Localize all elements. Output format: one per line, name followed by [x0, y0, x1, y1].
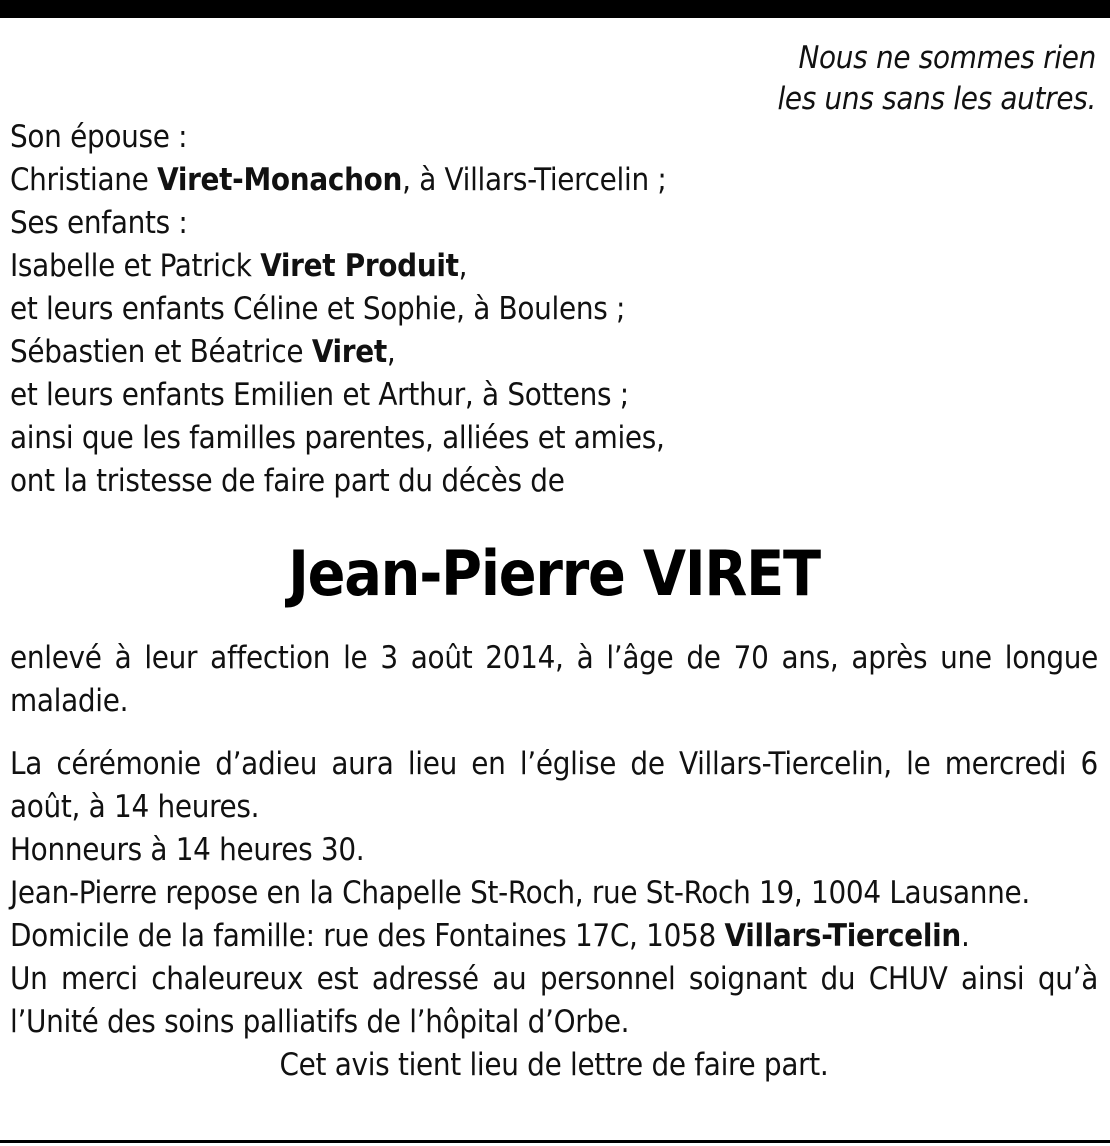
spouse-surname: Viret-Monachon [157, 162, 403, 198]
child-1-surname: Viret Produit [260, 248, 459, 284]
child-2-line [10, 331, 1098, 374]
closing-line: Cet avis tient lieu de lettre de faire part. [279, 1047, 829, 1083]
child-2-comma: , [386, 334, 396, 370]
bottom-rule [0, 1140, 1110, 1143]
paragraph-gap [10, 723, 1098, 743]
spouse-line [10, 159, 1098, 202]
child-2-first-names: Sébastien et Béatrice [10, 334, 312, 370]
spouse-heading: Son épouse : [10, 119, 188, 155]
top-rule [0, 0, 1110, 18]
domicile-line [10, 915, 1098, 958]
spouse-place: , à Villars-Tiercelin ; [402, 162, 667, 198]
child-2-grandchildren: et leurs enfants Emilien et Arthur, à Sottens ; [10, 377, 629, 413]
obituary-notice [10, 38, 1098, 1087]
epigraph [10, 38, 1098, 120]
child-1-first-names: Isabelle et Patrick [10, 248, 261, 284]
child-2-surname: Viret [311, 334, 387, 370]
children-heading: Ses enfants : [10, 205, 188, 241]
domicile-town: Villars-Tiercelin [724, 918, 961, 954]
family-list [10, 116, 1098, 503]
rest-place: Jean-Pierre repose en la Chapelle St-Roch, rue St-Roch 19, 1004 Lausanne. [10, 875, 1030, 911]
child-1-line [10, 245, 1098, 288]
epigraph-line-1: Nous ne sommes rien [798, 40, 1096, 76]
announcement-line: ont la tristesse de faire part du décès de [10, 463, 565, 499]
child-1-grandchildren: et leurs enfants Céline et Sophie, à Boulens ; [10, 291, 626, 327]
domicile-address: Domicile de la famille: rue des Fontaines 17C, 1058 [10, 918, 725, 954]
domicile-period: . [960, 918, 970, 954]
deceased-name: Jean-Pierre VIRET [288, 537, 820, 610]
spouse-first-name: Christiane [10, 162, 158, 198]
thanks-paragraph: Un merci chaleureux est adressé au personnel soignant du CHUV ainsi qu’à l’Unité des soins palliatifs de l’hôpital d’Orbe. [10, 961, 1098, 1040]
relatives-line: ainsi que les familles parentes, alliées et amies, [10, 420, 665, 456]
death-details: enlevé à leur affection le 3 août 2014, à l’âge de 70 ans, après une longue maladie. [10, 640, 1098, 719]
ceremony-details: La cérémonie d’adieu aura lieu en l’église de Villars-Tiercelin, le mercredi 6 août, à 14 heures. [10, 746, 1098, 825]
epigraph-line-2: les uns sans les autres. [777, 81, 1096, 117]
honours-line: Honneurs à 14 heures 30. [10, 832, 365, 868]
child-1-comma: , [458, 248, 468, 284]
